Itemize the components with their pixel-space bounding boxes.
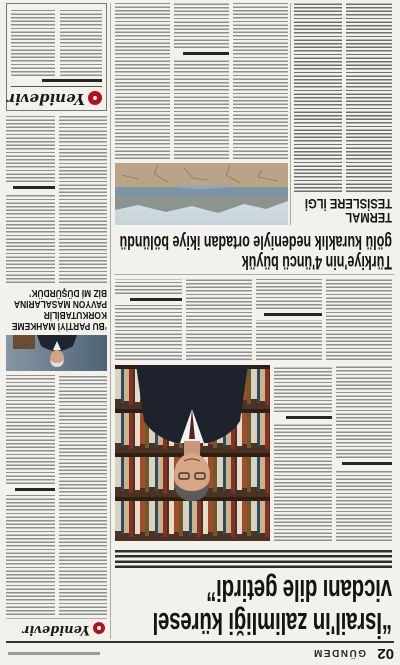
issue-date [8, 652, 100, 655]
main-article-body-column [336, 365, 392, 458]
main-article-deck [115, 547, 392, 568]
imprint-logo: Yenidevir [7, 90, 85, 108]
main-article-body-column [336, 469, 392, 541]
side-article-body [59, 115, 107, 283]
main-article-body-column [274, 365, 332, 412]
side-article-body [6, 115, 55, 182]
side-article-body [6, 193, 55, 283]
side-column-body [6, 495, 55, 615]
thermal-headline-line-2: TESİSLERE İLGİ [304, 196, 392, 212]
lake-headline-line-1: Türkiye'nin 4'üncü büyük [241, 251, 392, 272]
imprint-text [11, 8, 55, 76]
lake-article-body-column [174, 3, 229, 48]
main-article-body-column [115, 279, 182, 294]
main-article-body-column [256, 320, 322, 360]
column-logo-rule [6, 618, 107, 619]
thermal-article-body-column [294, 3, 342, 192]
main-article-body-column [115, 305, 182, 360]
main-headline-line-2: vicdanı dile getirdi” [206, 573, 392, 608]
header-rule [6, 642, 394, 644]
lake-article-body-column [115, 3, 170, 159]
side-headline-line-3: PAVYON MASALARINA [13, 298, 107, 310]
main-headline-line-1: “İsrail'in zalimliği küresel [152, 606, 392, 641]
side-article-subhead [13, 186, 55, 189]
lake-headline-line-2: gölü kuraklık nedeniyle ortadan ikiye bölündü [119, 231, 392, 252]
side-column-body [59, 375, 107, 615]
main-article-subhead [130, 298, 182, 301]
main-article-photo [115, 365, 270, 541]
imprint-heading [42, 80, 102, 83]
side-article-photo [6, 335, 107, 371]
lake-article-body-column [174, 59, 229, 159]
main-article-subhead [264, 313, 322, 316]
column-divider [110, 3, 111, 639]
lake-article-body-column [233, 3, 288, 159]
imprint-box [6, 3, 107, 111]
column-divider [290, 3, 291, 225]
imprint-emblem-icon [88, 91, 102, 105]
lake-photo [115, 163, 288, 225]
lake-article-subhead [183, 52, 229, 55]
imprint-rule [11, 86, 102, 87]
thermal-headline-line-1: TERMAL [345, 210, 392, 226]
column-logo: Yenidevir [22, 622, 90, 637]
main-article-body-column [326, 279, 392, 360]
side-headline-line-4: BİZ Mİ DÜŞÜRDÜK’ [29, 287, 107, 299]
section-title: GÜNDEM [312, 647, 366, 658]
main-article-subhead [342, 462, 392, 465]
main-article-body-column [256, 279, 322, 309]
main-article-body-column [274, 423, 332, 541]
article-divider [114, 274, 394, 275]
side-column-body [6, 375, 55, 484]
imprint-text [60, 8, 102, 76]
side-headline-line-1: ‘BU PARTİYİ MAHKEME [11, 320, 107, 332]
side-column-subhead [15, 488, 55, 491]
page-number: 02 [377, 645, 394, 662]
side-headline-line-2: KORKUTABİLİR [43, 309, 107, 321]
thermal-article-body-column [346, 3, 392, 192]
main-article-subhead [286, 416, 332, 419]
main-article-body-column [186, 279, 252, 360]
masthead-emblem-icon [93, 622, 105, 634]
